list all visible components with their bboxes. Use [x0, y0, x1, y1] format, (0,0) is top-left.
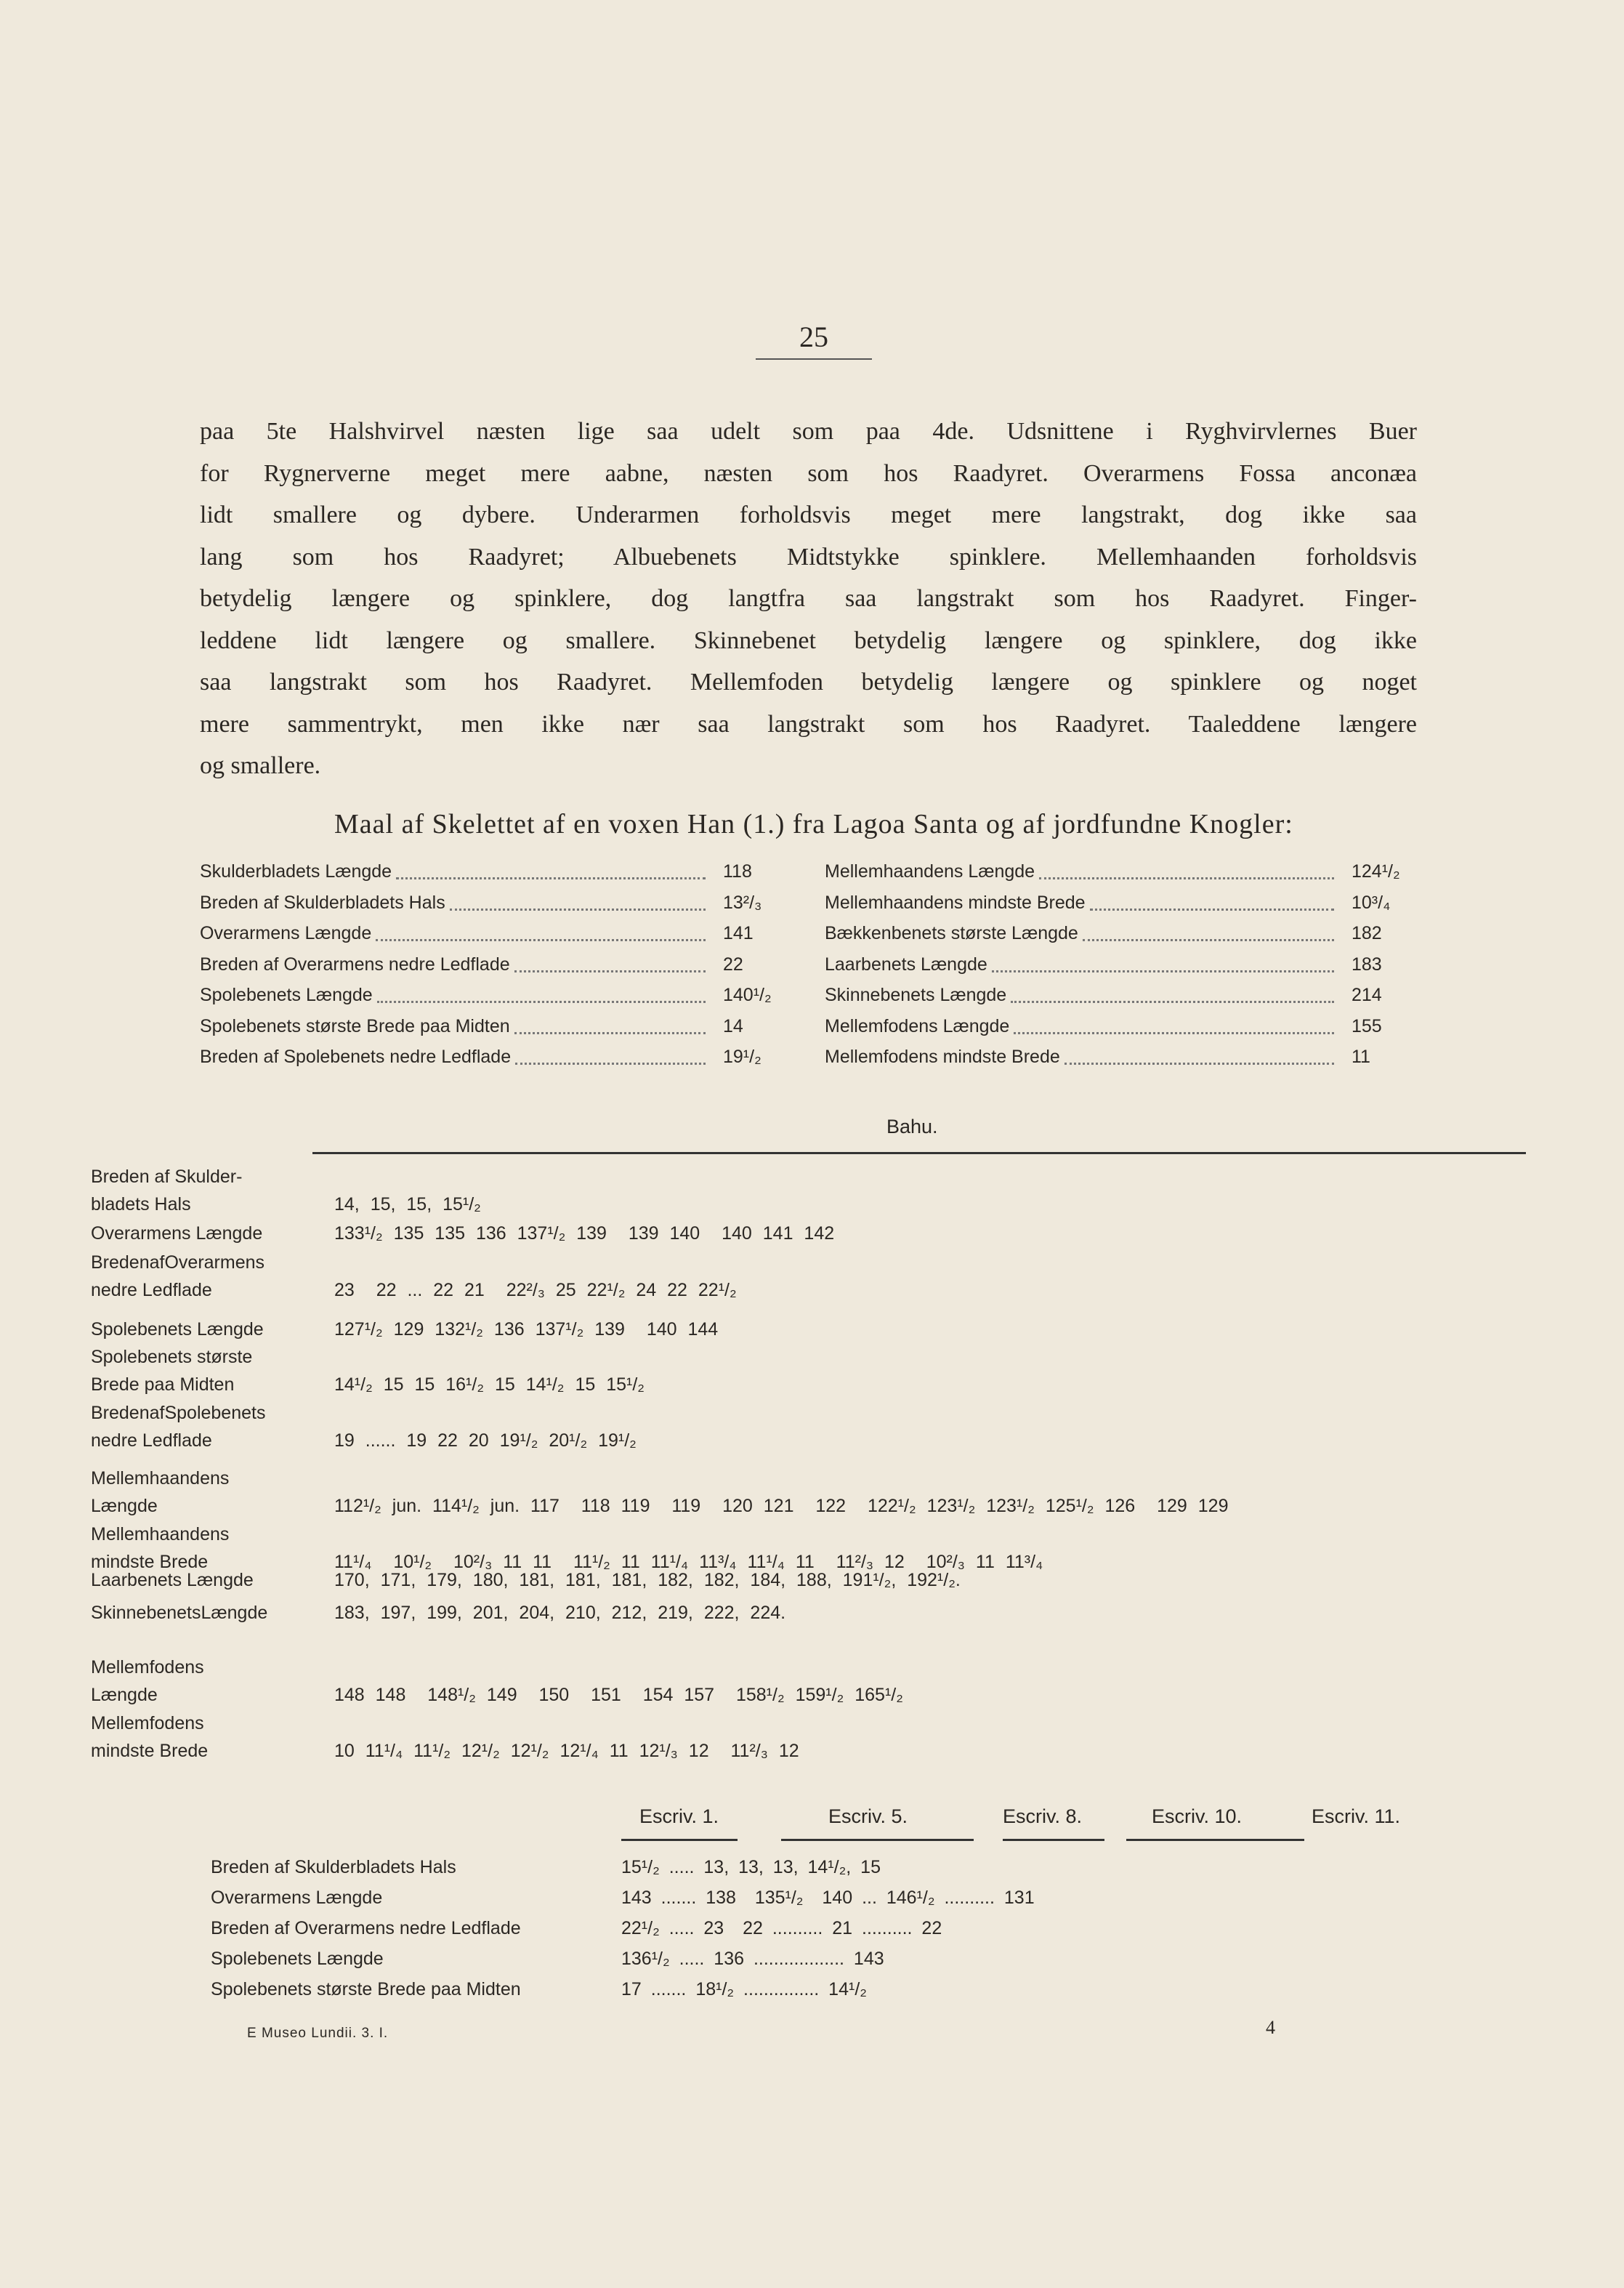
bahu-values: 112¹/₂ jun. 114¹/₂ jun. 117 118 119 119 120 121 122 122¹/₂ 123¹/₂ 123¹/₂ 125¹/₂ 126 129 129 [334, 1496, 1229, 1516]
bahu-rule [312, 1152, 1526, 1154]
table-row [825, 954, 1406, 983]
escriv-rule-5 [781, 1839, 974, 1841]
dot-leader [376, 923, 706, 941]
table-row [825, 923, 1406, 952]
bahu-values: 19 ...... 19 22 20 19¹/₂ 20¹/₂ 19¹/₂ [334, 1430, 637, 1451]
bahu-label: Laarbenets Længde [91, 1570, 254, 1590]
escriv-header: Escriv. 11. [1312, 1805, 1401, 1827]
row-value: 22 [723, 954, 743, 975]
bahu-label: Breden af Skulder- bladets Hals [91, 1167, 243, 1215]
row-value: 141 [723, 923, 754, 943]
row-label: Mellemfodens mindste Brede [825, 1047, 1060, 1067]
bahu-values: 127¹/₂ 129 132¹/₂ 136 137¹/₂ 139 140 144 [334, 1319, 719, 1340]
row-label: Spolebenets største Brede paa Midten [200, 1015, 510, 1036]
row-value: 183 [1352, 954, 1382, 975]
table-row [200, 1016, 745, 1045]
bahu-label: BredenafOverarmens nedre Ledflade [91, 1252, 265, 1300]
bahu-values: 23 22 ... 22 21 22²/₃ 25 22¹/₂ 24 22 22¹/₂ [334, 1280, 737, 1300]
dot-leader [992, 954, 1334, 972]
row-value: 140¹/₂ [723, 985, 772, 1005]
bahu-label: Mellemfodens mindste Brede [91, 1713, 209, 1761]
row-value: 124¹/₂ [1352, 861, 1400, 882]
row-label: Breden af Spolebenets nedre Ledflade [200, 1047, 512, 1067]
page-number: 25 [756, 320, 872, 360]
body-line: paa 5te Halshvirvel næsten lige saa udelt som paa 4de. Udsnittene i Ryghvirvlernes Buer [200, 418, 1417, 445]
escriv-values: 22¹/₂ ..... 23 22 .......... 21 .......... 22 [621, 1918, 942, 1938]
row-label: Overarmens Længde [200, 923, 372, 943]
bahu-label: Mellemhaandens Længde [91, 1468, 230, 1516]
table-row [825, 985, 1406, 1014]
measure-heading: Maal af Skelettet af en voxen Han (1.) fra Lagoa Santa og af jordfundne Knogler: [334, 809, 1293, 839]
dot-leader [1083, 923, 1334, 941]
row-label: Bækkenbenets største Længde [825, 923, 1078, 943]
body-line: lang som hos Raadyret; Albuebenets Midtstykke spinklere. Mellemhaanden forholdsvis [200, 543, 1417, 571]
escriv-rule-8 [1003, 1839, 1104, 1841]
table-row [200, 985, 772, 1014]
body-line: leddene lidt længere og smallere. Skinnebenet betydelig længere og spinklere, dog ikke [200, 627, 1417, 654]
bahu-values: 183, 197, 199, 201, 204, 210, 212, 219, 222, 224. [334, 1603, 786, 1623]
escriv-values: 143 ....... 138 135¹/₂ 140 ... 146¹/₂ .......... 131 [621, 1888, 1035, 1908]
row-value: 19¹/₂ [723, 1047, 761, 1067]
escriv-label: Spolebenets største Brede paa Midten [211, 1979, 521, 1999]
escriv-rule-10 [1126, 1839, 1304, 1841]
body-line: lidt smallere og dybere. Underarmen forholdsvis meget mere langstrakt, dog ikke saa [200, 501, 1417, 528]
row-value: 118 [723, 861, 752, 882]
table-row [825, 861, 1406, 890]
body-text [200, 411, 1417, 787]
escriv-header: Escriv. 8. [1003, 1805, 1083, 1827]
row-label: Mellemhaandens Længde [825, 861, 1035, 882]
footer-right: 4 [1266, 2017, 1275, 2038]
escriv-values: 136¹/₂ ..... 136 .................. 143 [621, 1949, 884, 1969]
escriv-values: 15¹/₂ ..... 13, 13, 13, 14¹/₂, 15 [621, 1857, 881, 1877]
dot-leader [1014, 1016, 1334, 1034]
row-label: Breden af Skulderbladets Hals [200, 892, 445, 913]
bahu-label: SkinnebenetsLængde [91, 1603, 268, 1623]
bahu-values: 170, 171, 179, 180, 181, 181, 181, 182, 182, 184, 188, 191¹/₂, 192¹/₂. [334, 1570, 961, 1590]
row-value: 214 [1352, 985, 1382, 1005]
bahu-values: 148 148 148¹/₂ 149 150 151 154 157 158¹/₂ 159¹/₂ 165¹/₂ [334, 1685, 903, 1705]
escriv-label: Spolebenets Længde [211, 1949, 384, 1969]
dot-leader [515, 1047, 706, 1065]
row-label: Mellemhaandens mindste Brede [825, 892, 1086, 913]
bahu-label: Mellemfodens Længde [91, 1657, 204, 1705]
bahu-values: 133¹/₂ 135 135 136 137¹/₂ 139 139 140 140 141 142 [334, 1223, 835, 1244]
dot-leader [377, 985, 706, 1003]
table-row [200, 923, 754, 952]
dot-leader [1065, 1047, 1334, 1065]
table-row [825, 1016, 1406, 1045]
dot-leader [514, 1016, 706, 1034]
bahu-label: Spolebenets største Brede paa Midten [91, 1347, 253, 1395]
row-label: Laarbenets Længde [825, 954, 987, 975]
bahu-label: BredenafSpolebenets nedre Ledflade [91, 1403, 266, 1451]
row-label: Skulderbladets Længde [200, 861, 392, 882]
bahu-values: 14¹/₂ 15 15 16¹/₂ 15 14¹/₂ 15 15¹/₂ [334, 1374, 645, 1395]
table-row [200, 954, 745, 983]
row-value: 182 [1352, 923, 1382, 943]
table-row [200, 861, 752, 890]
dot-leader [1090, 893, 1334, 911]
body-line: for Rygnerverne meget mere aabne, næsten som hos Raadyret. Overarmens Fossa anconæa [200, 459, 1417, 487]
footer-left: E Museo Lundii. 3. I. [247, 2026, 389, 2041]
bahu-values: 14, 15, 15, 15¹/₂ [334, 1194, 481, 1215]
table-row [200, 1047, 761, 1076]
bahu-label: Overarmens Længde [91, 1223, 263, 1244]
bahu-values: 10 11¹/₄ 11¹/₂ 12¹/₂ 12¹/₂ 12¹/₄ 11 12¹/₃ 12 11²/₃ 12 [334, 1741, 799, 1761]
dot-leader [450, 893, 706, 911]
dot-leader [1039, 861, 1334, 879]
escriv-label: Breden af Skulderbladets Hals [211, 1857, 456, 1877]
table-row [825, 893, 1406, 922]
row-value: 13²/₃ [723, 892, 762, 913]
escriv-header: Escriv. 5. [828, 1805, 908, 1827]
body-line: saa langstrakt som hos Raadyret. Mellemfoden betydelig længere og spinklere og noget [200, 669, 1417, 696]
row-value: 155 [1352, 1015, 1382, 1036]
bahu-label: Mellemhaandens mindste Brede [91, 1524, 230, 1572]
row-label: Spolebenets Længde [200, 985, 373, 1005]
table-row [825, 1047, 1406, 1076]
table-row [200, 892, 762, 922]
row-value: 14 [723, 1015, 743, 1036]
dot-leader [1011, 985, 1334, 1003]
escriv-label: Overarmens Længde [211, 1888, 383, 1908]
row-label: Mellemfodens Længde [825, 1015, 1010, 1036]
row-label: Skinnebenets Længde [825, 985, 1007, 1005]
dot-leader [396, 861, 706, 879]
escriv-values: 17 ....... 18¹/₂ ............... 14¹/₂ [621, 1979, 867, 1999]
body-line: mere sammentrykt, men ikke nær saa langstrakt som hos Raadyret. Taaleddene længere [200, 710, 1417, 738]
bahu-label: Spolebenets Længde [91, 1319, 264, 1340]
escriv-rule-1 [621, 1839, 738, 1841]
row-label: Breden af Overarmens nedre Ledflade [200, 954, 510, 975]
body-line: betydelig længere og spinklere, dog langtfra saa langstrakt som hos Raadyret. Finger- [200, 585, 1417, 612]
bahu-values: 11¹/₄ 10¹/₂ 10²/₃ 11 11 11¹/₂ 11 11¹/₄ 11³/₄ 11¹/₄ 11 11²/₃ 12 10²/₃ 11 11³/₄ [334, 1552, 1043, 1572]
escriv-label: Breden af Overarmens nedre Ledflade [211, 1918, 521, 1938]
row-value: 11 [1352, 1047, 1370, 1067]
escriv-header: Escriv. 1. [639, 1805, 719, 1827]
escriv-header: Escriv. 10. [1152, 1805, 1243, 1827]
row-value: 10³/₄ [1352, 892, 1391, 913]
dot-leader [514, 954, 706, 972]
body-line: og smallere. [200, 752, 321, 779]
bahu-title: Bahu. [886, 1116, 938, 1137]
